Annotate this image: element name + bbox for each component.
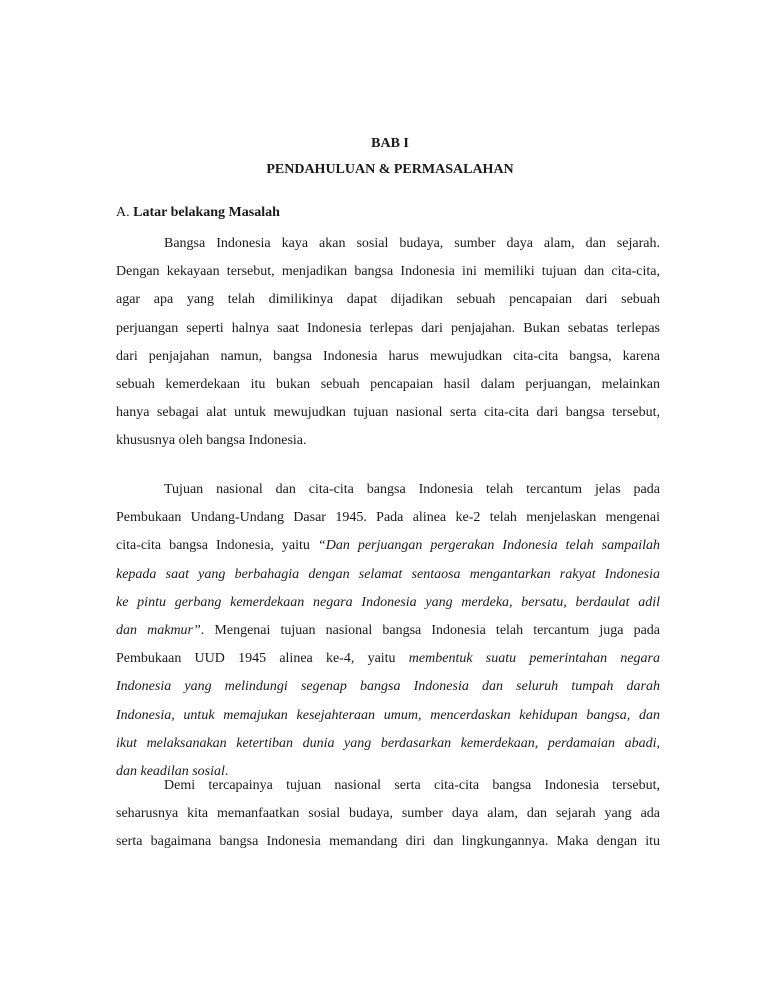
paragraph-line: dari penjajahan namun, bangsa Indonesia harus mewujudkan cita-cita bangsa, karena <box>116 348 660 364</box>
quote-text: Indonesia, untuk memajukan kesejahteraan umum, mencerdaskan kehidupan bangsa, dan <box>116 707 660 723</box>
paragraph-line <box>116 617 660 645</box>
paragraph-line: Bangsa Indonesia kaya akan sosial budaya, sumber daya alam, dan sejarah. <box>164 236 660 251</box>
chapter-number: BAB I <box>371 136 409 151</box>
paragraph-line: Pembukaan Undang-Undang Dasar 1945. Pada alinea ke-2 telah menjelaskan mengenai <box>116 510 660 526</box>
paragraph-line: perjuangan seperti halnya saat Indonesia terlepas dari penjajahan. Bukan sebatas terlepas <box>116 320 660 336</box>
text-plain: . Mengenai tujuan nasional bangsa Indonesia telah tercantum juga pada <box>200 622 660 638</box>
quote-text: “Dan perjuangan pergerakan Indonesia telah sampailah <box>317 538 660 554</box>
paragraph-2 <box>116 476 660 786</box>
text-plain: . <box>224 763 229 779</box>
paragraph-3 <box>116 772 660 857</box>
paragraph-1 <box>116 230 660 456</box>
section-title: Latar belakang Masalah <box>133 205 280 220</box>
paragraph-line: Dengan kekayaan tersebut, menjadikan bangsa Indonesia ini memiliki tujuan dan cita-cita, <box>116 264 660 280</box>
quote-text: dan keadilan sosial <box>116 763 225 779</box>
paragraph-line: khususnya oleh bangsa Indonesia. <box>116 433 307 449</box>
section-label: A. <box>116 205 130 220</box>
paragraph-line: hanya sebagai alat untuk mewujudkan tujuan nasional serta cita-cita dari bangsa tersebut, <box>116 405 660 421</box>
paragraph-line <box>116 645 660 673</box>
paragraph-line: Demi tercapainya tujuan nasional serta cita-cita bangsa Indonesia tersebut, <box>164 778 660 793</box>
section-heading <box>116 205 280 221</box>
quote-text: Indonesia yang melindungi segenap bangsa Indonesia dan seluruh tumpah darah <box>116 679 660 695</box>
text-plain: cita-cita bangsa Indonesia, yaitu <box>116 538 318 554</box>
paragraph-line <box>116 702 660 730</box>
paragraph-line <box>116 730 660 758</box>
paragraph-line <box>116 532 660 560</box>
paragraph-line <box>116 673 660 701</box>
quote-text: dan makmur” <box>116 622 201 638</box>
quote-text: ikut melaksanakan ketertiban dunia yang berdasarkan kemerdekaan, perdamaian abadi, <box>116 735 660 751</box>
chapter-title: PENDAHULUAN & PERMASALAHAN <box>266 162 514 177</box>
quote-text: ke pintu gerbang kemerdekaan negara Indonesia yang merdeka, bersatu, berdaulat adil <box>116 594 660 610</box>
paragraph-line: sebuah kemerdekaan itu bukan sebuah pencapaian hasil dalam perjuangan, melainkan <box>116 376 660 392</box>
quote-text: membentuk suatu pemerintahan negara <box>408 651 660 667</box>
paragraph-line: agar apa yang telah dimilikinya dapat dijadikan sebuah pencapaian dari sebuah <box>116 292 660 308</box>
paragraph-line: Tujuan nasional dan cita-cita bangsa Indonesia telah tercantum jelas pada <box>164 482 660 497</box>
paragraph-line: serta bagaimana bangsa Indonesia memandang diri dan lingkungannya. Maka dengan itu <box>116 834 660 850</box>
paragraph-line <box>116 561 660 589</box>
text-plain: Pembukaan UUD 1945 alinea ke-4, yaitu <box>116 651 409 667</box>
paragraph-line <box>116 589 660 617</box>
paragraph-line: seharusnya kita memanfaatkan sosial budaya, sumber daya alam, dan sejarah yang ada <box>116 806 660 822</box>
quote-text: kepada saat yang berbahagia dengan selamat sentaosa mengantarkan rakyat Indonesia <box>116 566 660 582</box>
